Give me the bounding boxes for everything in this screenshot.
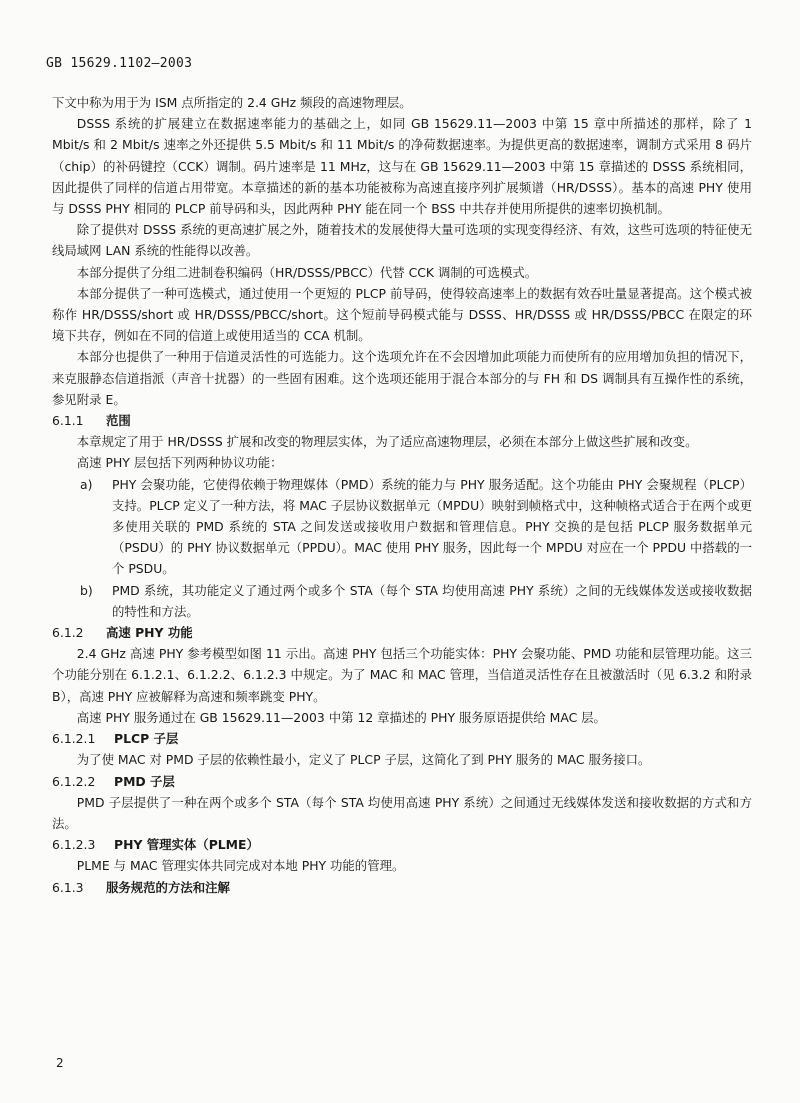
section-heading-6-1-3: [52, 877, 752, 898]
paragraph: 高速 PHY 服务通过在 GB 15629.11—2003 中第 12 章描述的 PHY 服务原语提供给 MAC 层。: [76, 709, 606, 725]
section-number: 6.1.2.2: [52, 773, 96, 789]
section-number: 6.1.2.3: [52, 837, 96, 853]
section-heading-6-1-2-1: [52, 728, 752, 749]
page-number: 2: [56, 1056, 64, 1070]
list-item: [52, 474, 752, 580]
section-number: 6.1.2.1: [52, 731, 96, 747]
paragraph: 下文中称为用于为 ISM 点所指定的 2.4 GHz 频段的高速物理层。: [52, 95, 412, 110]
section-title: 高速 PHY 功能: [106, 625, 193, 641]
paragraph: 为了使 MAC 对 PMD 子层的依赖性最小，定义了 PLCP 子层，这简化了到 PHY 服务的 MAC 服务接口。: [76, 752, 651, 768]
section-number: 6.1.1: [52, 413, 84, 429]
standard-code-header: GB 15629.1102—2003: [46, 56, 193, 71]
page-content: [52, 92, 752, 898]
section-title: PLCP 子层: [114, 731, 179, 747]
list-marker: b): [80, 582, 93, 598]
list-item-text: PMD 系统，其功能定义了通过两个或多个 STA（每个 STA 均使用高速 PHY 系统）之间的无线媒体发送或接收数据的特性和方法。: [112, 582, 752, 619]
section-number: 6.1.2: [52, 625, 84, 641]
paragraph: 除了提供对 DSSS 系统的更高速扩展之外，随着技术的发展使得大量可选项的实现变得经济、有效，这些可选项的特征使无线局域网 LAN 系统的性能得以改善。: [52, 222, 752, 259]
section-title: 服务规范的方法和注解: [106, 879, 230, 895]
list-item-text: PHY 会聚功能，它使得依赖于物理媒体（PMD）系统的能力与 PHY 服务适配。这个功能由 PHY 会聚规程（PLCP）支持。PLCP 定义了一种方法，将 MAC 子层协议数据单元（MPDU）映射到帧格式中，这种帧格式适合于在两个或更多使用关联的 PMD 系统的 STA 之间发送或接收用户数据和管理信息。PHY 交换的是包括 PLCP 服务数据单元（PSDU）的 PHY 协议数据单元（PPDU）。MAC 使用 PHY 服务，因此每一个 MPDU 对应在一个 PPDU 中搭载的一个 PSDU。: [112, 476, 752, 577]
paragraph: 2.4 GHz 高速 PHY 参考模型如图 11 示出。高速 PHY 包括三个功能实体：PHY 会聚功能、PMD 功能和层管理功能。这三个功能分别在 6.1.2.1、6.1.2.2、6.1.2.3 中规定。为了 MAC 和 MAC 管理，当信道灵活性存在且被激活时（见 6.3.2 和附录 B），高速 PHY 应被解释为高速和频率跳变 PHY。: [52, 646, 752, 704]
section-number: 6.1.3: [52, 879, 84, 895]
paragraph: 本章规定了用于 HR/DSSS 扩展和改变的物理层实体，为了适应高速物理层，必须在本部分上做这些扩展和改变。: [76, 434, 698, 450]
section-heading-6-1-2: [52, 622, 752, 643]
paragraph: 高速 PHY 层包括下列两种协议功能：: [76, 455, 283, 471]
section-heading-6-1-2-2: [52, 771, 752, 792]
section-title: 范围: [106, 413, 131, 429]
section-heading-6-1-2-3: [52, 834, 752, 855]
section-title: PMD 子层: [114, 773, 175, 789]
list-item: [52, 580, 752, 622]
paragraph: 本部分提供了分组二进制卷积编码（HR/DSSS/PBCC）代替 CCK 调制的可选模式。: [76, 264, 538, 280]
section-title: PHY 管理实体（PLME）: [114, 837, 259, 853]
section-heading-6-1-1: [52, 410, 752, 431]
paragraph: 本部分也提供了一种用于信道灵活性的可选能力。这个选项允许在不会因增加此项能力而使所有的应用增加负担的情况下，来克服静态信道指派（声音十扰器）的一些固有困难。这个选项还能用于混合本部分的与 FH 和 DS 调制具有互操作性的系统，参见附录 E。: [52, 349, 752, 407]
paragraph: 本部分提供了一种可选模式，通过使用一个更短的 PLCP 前导码，使得较高速率上的数据有效吞吐量显著提高。这个模式被称作 HR/DSSS/short 或 HR/DSSS/PBCC/short。这个短前导码模式能与 DSSS、HR/DSSS 或 HR/DSSS/PBCC 在限定的环境下共存，例如在不同的信道上或使用适当的 CCA 机制。: [52, 285, 752, 344]
paragraph: DSSS 系统的扩展建立在数据速率能力的基础之上，如同 GB 15629.11—2003 中第 15 章中所描述的那样，除了 1 Mbit/s 和 2 Mbit/s 速率之外还提供 5.5 Mbit/s 和 11 Mbit/s 的净荷数据速率。为提供更高的数据速率，调制方式采用 8 码片（chip）的补码键控（CCK）调制。码片速率是 11 MHz，这与在 GB 15629.11—2003 中第 15 章描述的 DSSS 系统相同，因此提供了同样的信道占用带宽。本章描述的新的基本功能被称为高速直接序列扩展频谱（HR/DSSS）。基本的高速 PHY 使用与 DSSS PHY 相同的 PLCP 前导码和头，因此两种 PHY 能在同一个 BSS 中共存并使用所提供的速率切换机制。: [52, 116, 752, 217]
paragraph: PMD 子层提供了一种在两个或多个 STA（每个 STA 均使用高速 PHY 系统）之间通过无线媒体发送和接收数据的方式和方法。: [52, 794, 752, 831]
list-marker: a): [80, 476, 93, 492]
paragraph: PLME 与 MAC 管理实体共同完成对本地 PHY 功能的管理。: [76, 858, 405, 874]
